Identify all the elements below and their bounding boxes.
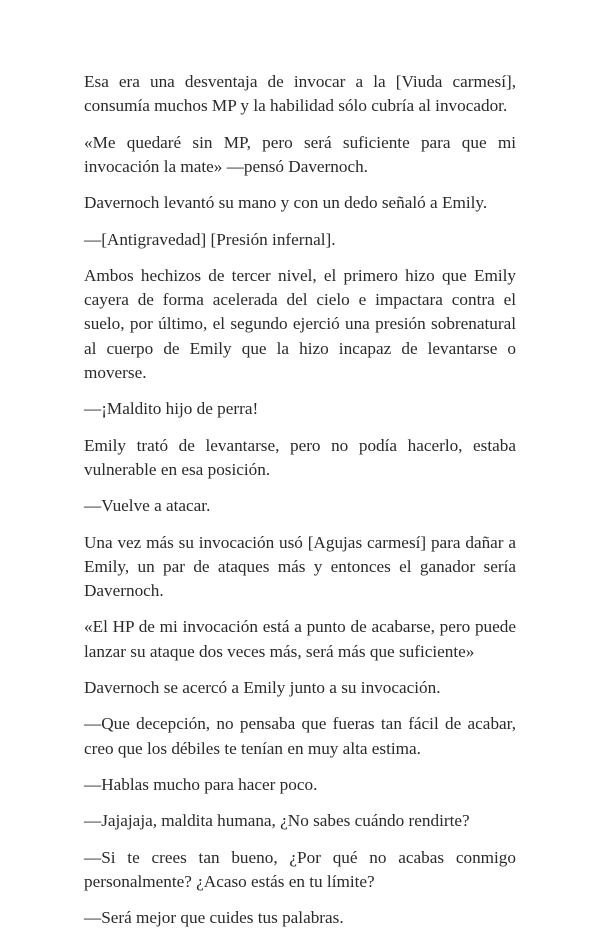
paragraph-13: —Hablas mucho para hacer poco. — [84, 774, 318, 794]
paragraph-14: —Jajajaja, maldita humana, ¿No sabes cuándo rendirte? — [84, 811, 470, 831]
paragraph-3: Davernoch levantó su mano y con un dedo señaló a Emily. — [84, 193, 488, 213]
paragraph-2: «Me quedaré sin MP, pero será suficiente para que mi invocación la mate» —pensó Davernoch. — [84, 132, 516, 176]
paragraph-8: —Vuelve a atacar. — [84, 496, 211, 516]
paragraph-7: Emily trató de levantarse, pero no podía hacerlo, estaba vulnerable en esa posición. — [84, 435, 516, 479]
paragraph-11: Davernoch se acercó a Emily junto a su invocación. — [84, 677, 441, 697]
paragraph-10: «El HP de mi invocación está a punto de acabarse, pero puede lanzar su ataque dos veces más, será más que suficiente» — [84, 617, 516, 661]
paragraph-1: Esa era una desventaja de invocar a la [Viuda carmesí], consumía muchos MP y la habilidad sólo cubría al invocador. — [84, 72, 516, 116]
paragraph-6: —¡Maldito hijo de perra! — [84, 399, 259, 419]
paragraph-4: —[Antigravedad] [Presión infernal]. — [84, 229, 336, 249]
paragraph-9: Una vez más su invocación usó [Agujas carmesí] para dañar a Emily, un par de ataques más y entonces el ganador sería Davernoch. — [84, 532, 516, 600]
body-text — [84, 70, 516, 931]
paragraph-16: —Será mejor que cuides tus palabras. — [84, 908, 344, 928]
paragraph-15: —Si te crees tan bueno, ¿Por qué no acabas conmigo personalmente? ¿Acaso estás en tu límite? — [84, 847, 516, 891]
paragraph-5: Ambos hechizos de tercer nivel, el primero hizo que Emily cayera de forma acelerada del cielo e impactara contra el suelo, por último, el segundo ejerció una presión sobrenatural al cuerpo de Emily que la hizo incapaz de levantarse o moverse. — [84, 265, 516, 382]
paragraph-12: —Que decepción, no pensaba que fueras tan fácil de acabar, creo que los débiles te tenían en muy alta estima. — [84, 714, 516, 758]
